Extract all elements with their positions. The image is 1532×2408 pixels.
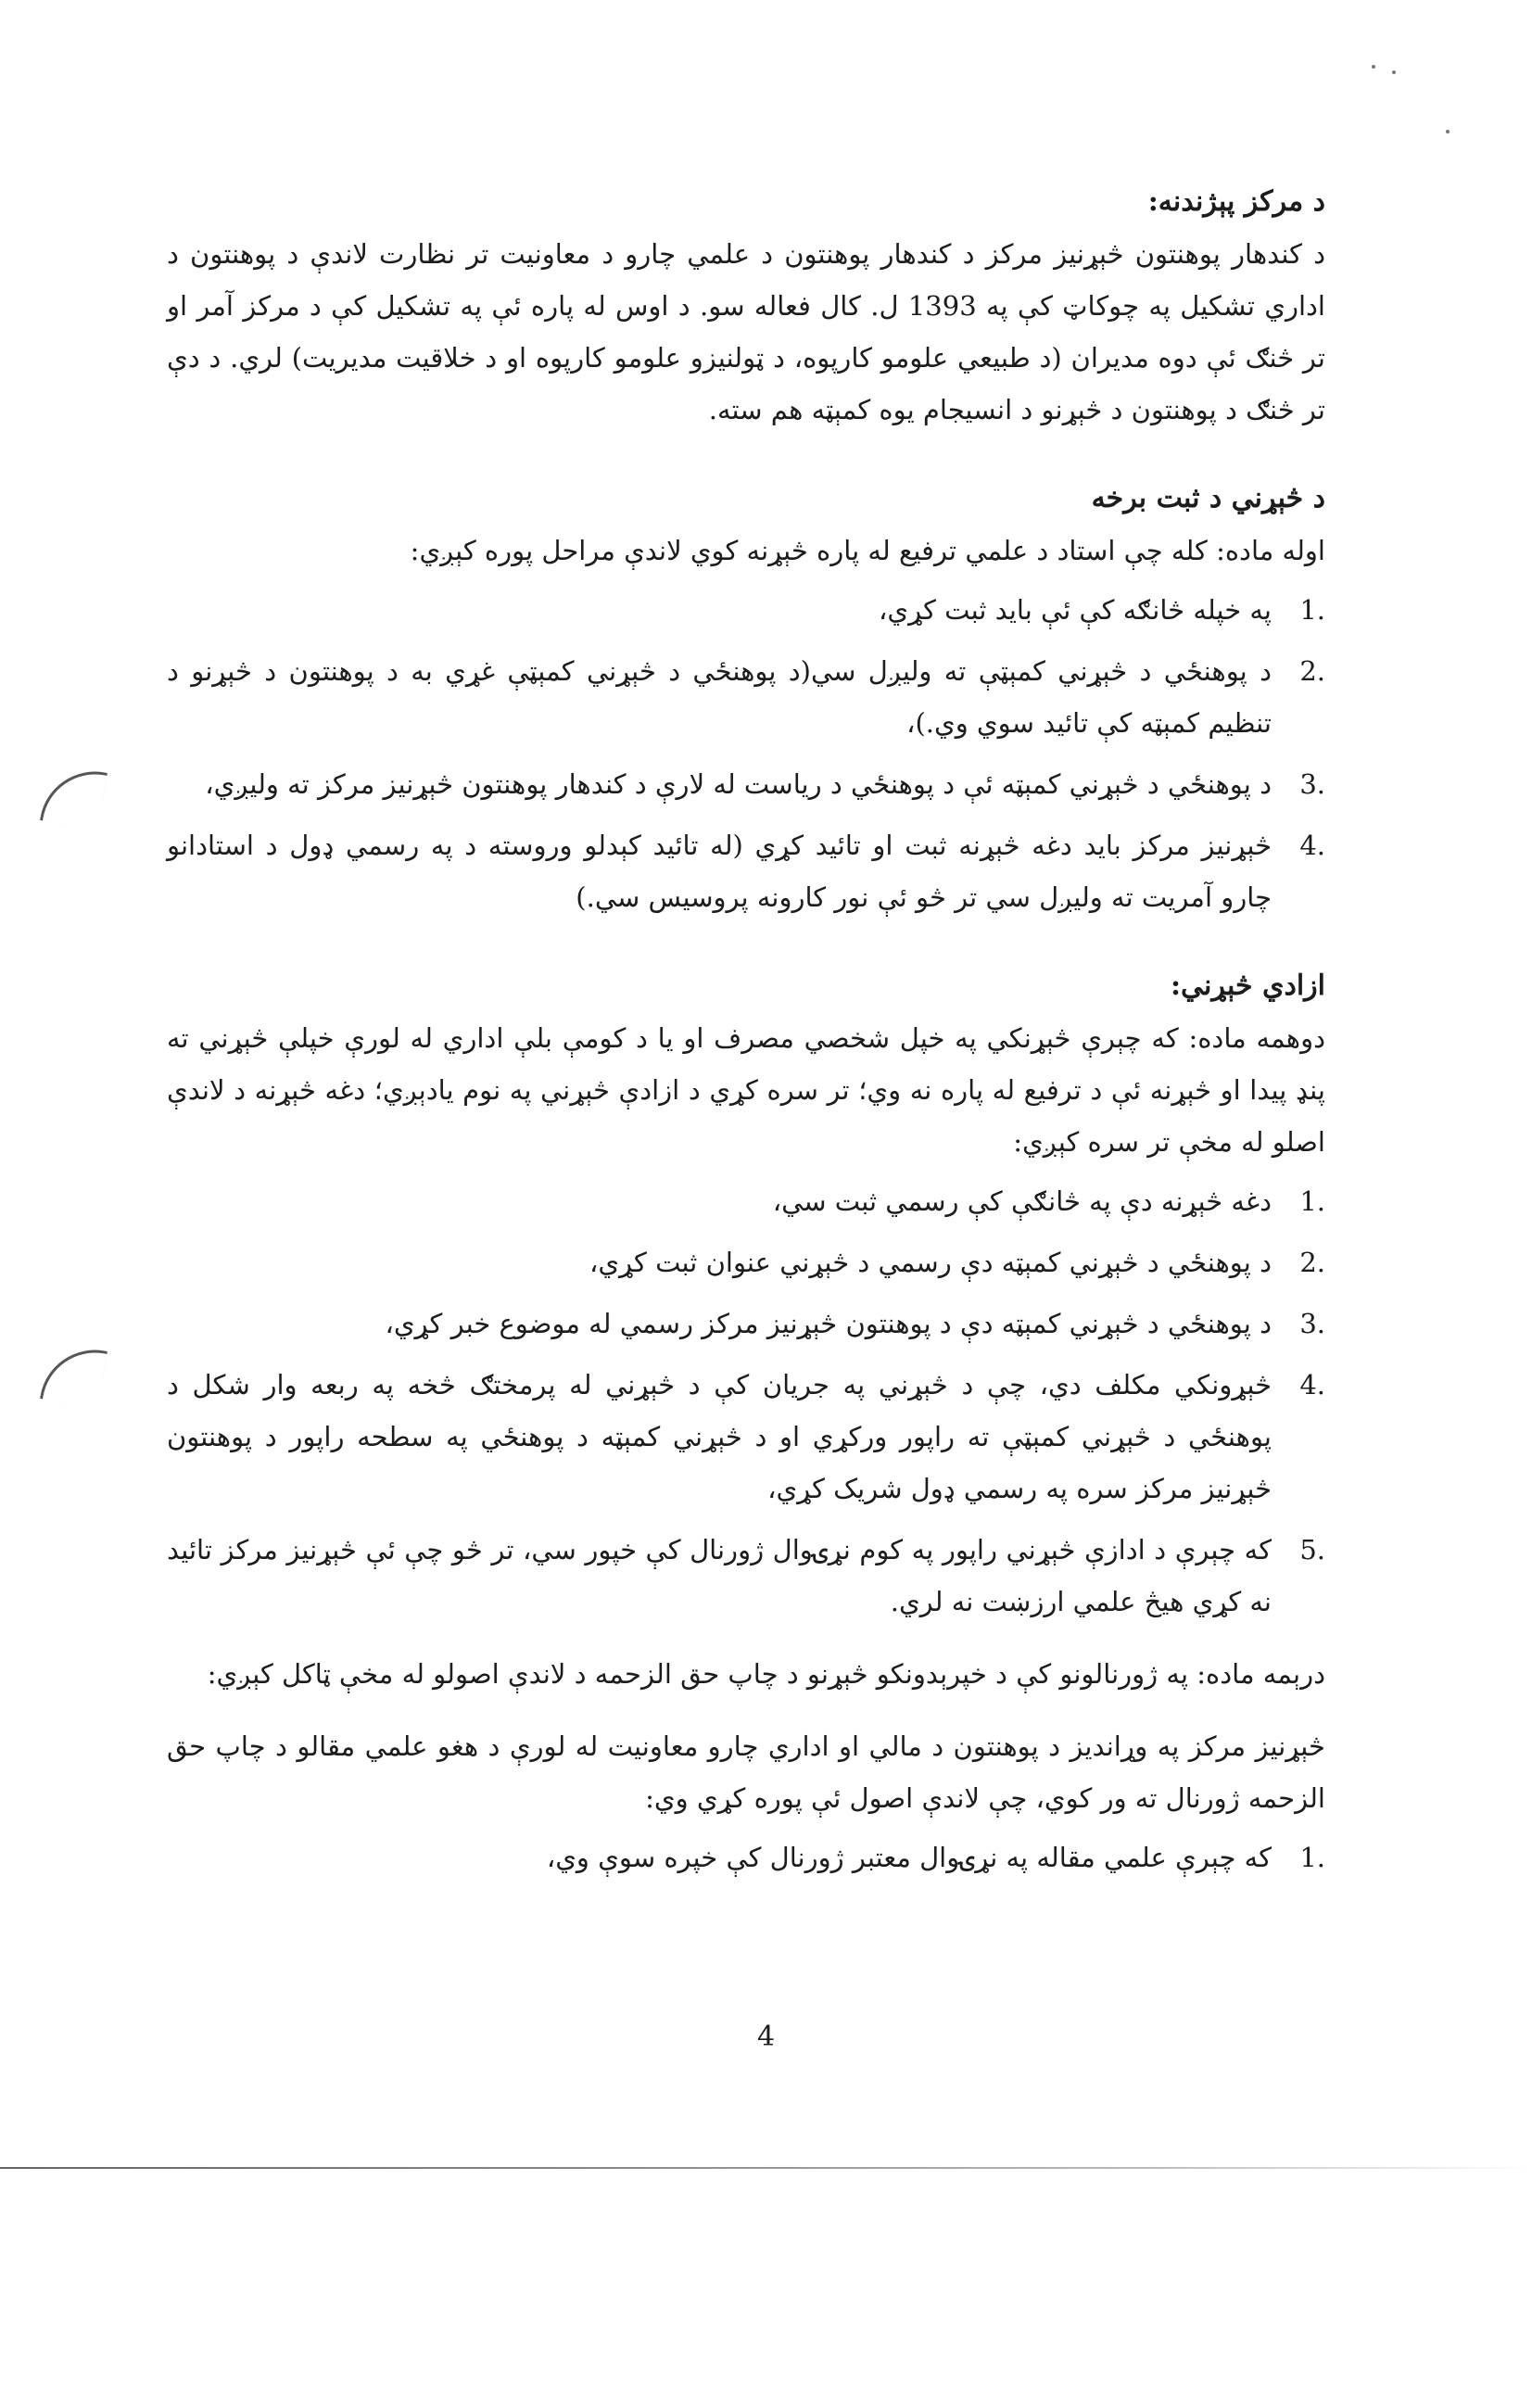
section-heading-free-research: ازادي څېړني: bbox=[1170, 970, 1325, 1002]
list-text: د پوهنځي د څېړني کمېټه دې رسمي د څېړني عنوان ثبت کړي، bbox=[589, 1247, 1272, 1278]
list-item bbox=[167, 1524, 1325, 1628]
list-number: 5. bbox=[1299, 1534, 1325, 1565]
list-item bbox=[167, 819, 1325, 923]
publication-fee-conditions-list bbox=[167, 1831, 1325, 1883]
list-item bbox=[167, 1831, 1325, 1883]
list-number: 1. bbox=[1299, 1842, 1325, 1873]
punch-hole-mark bbox=[40, 763, 108, 830]
list-text: که چېرې علمي مقاله په نړۍوال معتبر ژورنال کې خپره سوې وي، bbox=[546, 1842, 1272, 1873]
list-number: 4. bbox=[1299, 830, 1325, 861]
list-item bbox=[167, 1175, 1325, 1227]
list-text: که چېرې د ادازې څېړني راپور په کوم نړۍوال ژورنال کې خپور سي، تر څو چې ئې څېړنيز مرکز تائيد نه کړي هيڅ علمي ارزښت نه لري. bbox=[167, 1534, 1272, 1617]
article-2: دوهمه ماده: که چېرې څېړنکي په خپل شخصي مصرف او يا د کومې بلې اداري له لورې خپلې څېړني ته پنډ پيدا او څېړنه ئې د ترفيع له پاره نه وي؛ تر سره کړي د ازادې څېړني په نوم يادېږي؛ دغه څېړنه د لاندې اصلو له مخې تر سره کېږي: bbox=[167, 1022, 1325, 1158]
scan-speck bbox=[1372, 65, 1375, 69]
list-item bbox=[167, 1359, 1325, 1515]
paragraph-article-3-body: څېړنيز مرکز په وړانديز د پوهنتون د مالي او اداري چارو معاونيت له لورې د هغو علمي مقالو د چاپ حق الزحمه ژورنال ته ور کوي، چې لاندې اصول ئې پوره کړي وي: bbox=[167, 1730, 1325, 1814]
list-number: 3. bbox=[1299, 768, 1325, 800]
list-number: 3. bbox=[1299, 1308, 1325, 1339]
list-number: 1. bbox=[1299, 1185, 1325, 1217]
document-body bbox=[167, 176, 1325, 1893]
article-3: درېمه ماده: په ژورنالونو کې د خپرېدونکو څېړنو د چاپ حق الزحمه د لاندې اصولو له مخې ټاکل کېږي: bbox=[207, 1658, 1325, 1690]
page-number: 4 bbox=[756, 2021, 776, 2053]
scan-speck bbox=[1392, 70, 1396, 74]
free-research-rules-list bbox=[167, 1175, 1325, 1628]
section-heading-registration: د څېړني د ثبت برخه bbox=[1091, 482, 1325, 514]
paragraph-center-intro: د کندهار پوهنتون څېړنيز مرکز د کندهار پوهنتون د علمي چارو د معاونيت تر نظارت لاندې د پوهنتون د اداري تشکيل په چوکاټ کې په 1393 ل. کال فعاله سو. د اوس له پاره ئې په تشکيل کې د مرکز آمر او تر څنګ ئې دوه مديران (د طبيعي علومو کارپوه، د ټولنيزو علومو کارپوه او د خلاقيت مديريت) لري. د دې تر څنګ د پوهنتون د څېړنو د انسيجام يوه کمېټه هم سته. bbox=[167, 238, 1325, 425]
list-text: دغه څېړنه دې په څانګې کې رسمي ثبت سي، bbox=[772, 1185, 1272, 1217]
list-text: د پوهنځي د څېړني کمېټې ته وليږل سي(د پوهنځي د څېړني کمېټې غړي به د پوهنتون د څېړنو د تنظيم کمېټه کې تائيد سوي وي.)، bbox=[167, 655, 1272, 739]
footer-divider bbox=[0, 2167, 1532, 2169]
article-1: اوله ماده: کله چې استاد د علمي ترفيع له پاره څېړنه کوي لاندې مراحل پوره کېږي: bbox=[410, 535, 1325, 566]
list-item bbox=[167, 1236, 1325, 1288]
registration-steps-list bbox=[167, 584, 1325, 923]
list-text: څېړنيز مرکز بايد دغه څېړنه ثبت او تائيد کړي (له تائيد کېدلو وروسته د په رسمي ډول د استادانو چارو آمريت ته وليږل سي تر څو ئې نور کارونه پروسيس سي.) bbox=[167, 830, 1272, 913]
list-text: څېړونکي مکلف دي، چې د څېړني په جريان کې د څېړني له پرمختګ څخه په ربعه وار شکل د پوهنځي د څېړني کمېټې ته راپور ورکړي او د څېړني کمېټه د پوهنځي په سطحه راپور د پوهنتون څېړنيز مرکز سره په رسمي ډول شريک کړي، bbox=[167, 1369, 1272, 1504]
list-item bbox=[167, 645, 1325, 749]
list-number: 2. bbox=[1299, 655, 1325, 687]
list-number: 1. bbox=[1299, 594, 1325, 626]
list-number: 2. bbox=[1299, 1247, 1325, 1278]
list-text: د پوهنځي د څېړني کمېټه دې د پوهنتون څېړنيز مرکز رسمي له موضوع خبر کړي، bbox=[385, 1308, 1272, 1339]
list-item bbox=[167, 584, 1325, 636]
section-heading-center: د مرکز پېژندنه: bbox=[1147, 185, 1325, 218]
list-item bbox=[167, 1298, 1325, 1350]
list-text: د پوهنځي د څېړني کمېټه ئې د پوهنځي د رياست له لارې د کندهار پوهنتون څېړنيز مرکز ته وليږي، bbox=[205, 768, 1272, 800]
list-number: 4. bbox=[1299, 1369, 1325, 1400]
punch-hole-mark bbox=[40, 1341, 108, 1409]
list-item bbox=[167, 758, 1325, 810]
scan-speck bbox=[1446, 130, 1450, 133]
list-text: په خپله څانګه کې ئې بايد ثبت کړي، bbox=[879, 594, 1272, 626]
